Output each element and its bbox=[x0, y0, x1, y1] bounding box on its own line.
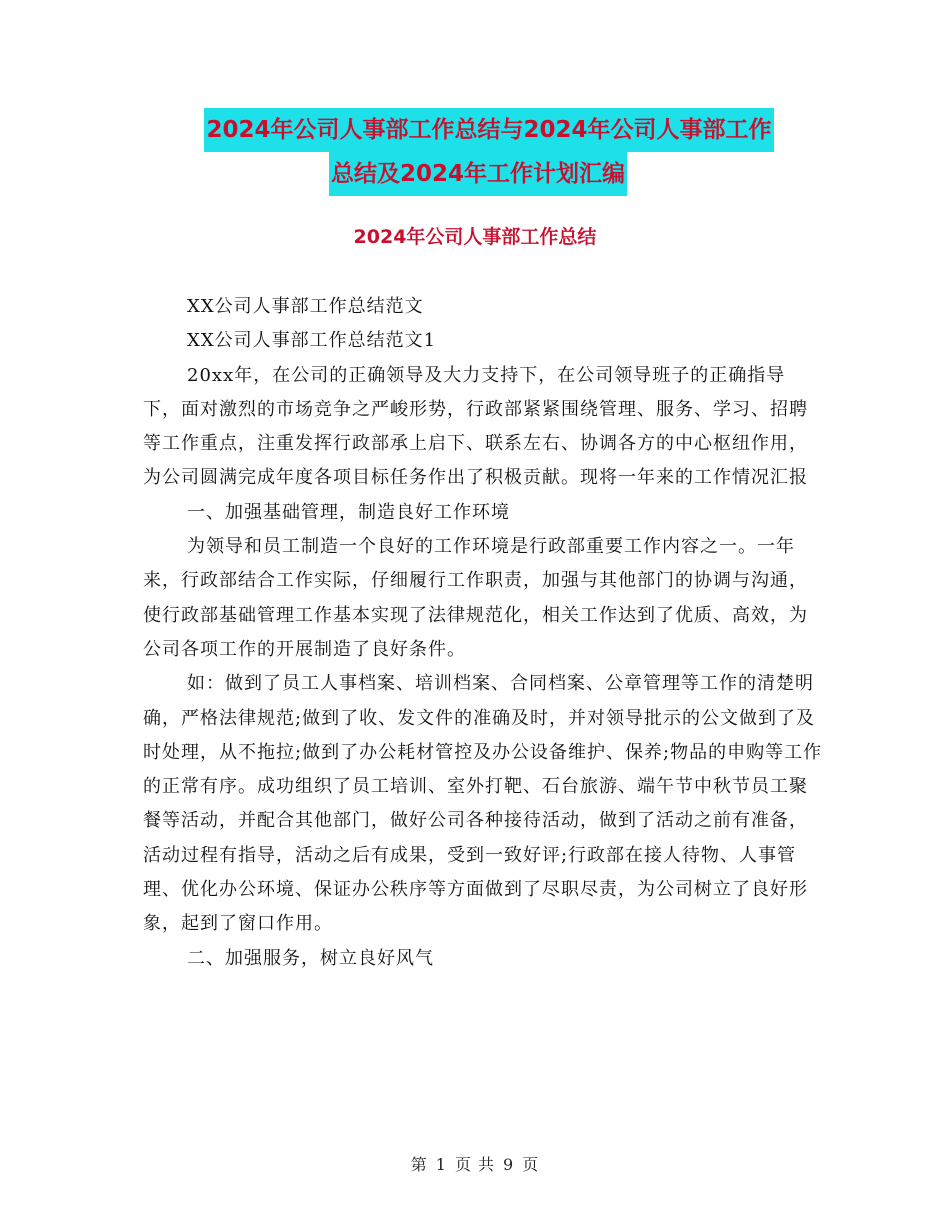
page-footer bbox=[0, 1152, 950, 1175]
paragraph: 如：做到了员工人事档案、培训档案、合同档案、公章管理等工作的清楚明确，严格法律规范;做到了收、发文件的准确及时，并对领导批示的公文做到了及时处理，从不拖拉;做到了办公耗材管控及办公设备维护、保养;物品的申购等工作的正常有序。成功组织了员工培训、室外打靶、石台旅游、端午节中秋节员工聚餐等活动，并配合其他部门，做好公司各种接待活动，做到了活动之前有准备，活动过程有指导，活动之后有成果，受到一致好评;行政部在接人待物、人事管理、优化办公环境、保证办公秩序等方面做到了尽职尽责，为公司树立了良好形象，起到了窗口作用。 bbox=[143, 673, 823, 935]
footer-total-pages: 9 bbox=[503, 1155, 515, 1174]
paragraph: XX公司人事部工作总结范文 bbox=[187, 296, 424, 317]
section-title: 2024年公司人事部工作总结 bbox=[353, 226, 597, 248]
footer-page-number: 1 bbox=[435, 1155, 447, 1174]
footer-mid: 页 共 bbox=[454, 1155, 496, 1174]
paragraph-heading: 一、加强基础管理，制造良好工作环境 bbox=[187, 501, 510, 523]
footer-prefix: 第 bbox=[410, 1155, 428, 1174]
document-title bbox=[0, 108, 950, 196]
paragraph: 20xx年，在公司的正确领导及大力支持下，在公司领导班子的正确指导下，面对激烈的市场竞争之严峻形势，行政部紧紧围绕管理、服务、学习、招聘等工作重点，注重发挥行政部承上启下、联系左右、协调各方的中心枢纽作用，为公司圆满完成年度各项目标任务作出了积极贡献。现将一年来的工作情况汇报 bbox=[143, 364, 808, 489]
title-line-2: 总结及2024年工作计划汇编 bbox=[329, 152, 627, 196]
paragraph: XX公司人事部工作总结范文1 bbox=[187, 330, 437, 352]
title-line-1: 2024年公司人事部工作总结与2024年公司人事部工作 bbox=[204, 108, 773, 152]
footer-suffix: 页 bbox=[522, 1155, 540, 1174]
paragraph-heading: 二、加强服务，树立良好风气 bbox=[187, 947, 434, 969]
paragraph: 为领导和员工制造一个良好的工作环境是行政部重要工作内容之一。一年来，行政部结合工作实际，仔细履行工作职责，加强与其他部门的协调与沟通，使行政部基础管理工作基本实现了法律规范化，相关工作达到了优质、高效，为公司各项工作的开展制造了良好条件。 bbox=[143, 536, 808, 660]
document-body bbox=[143, 290, 823, 976]
